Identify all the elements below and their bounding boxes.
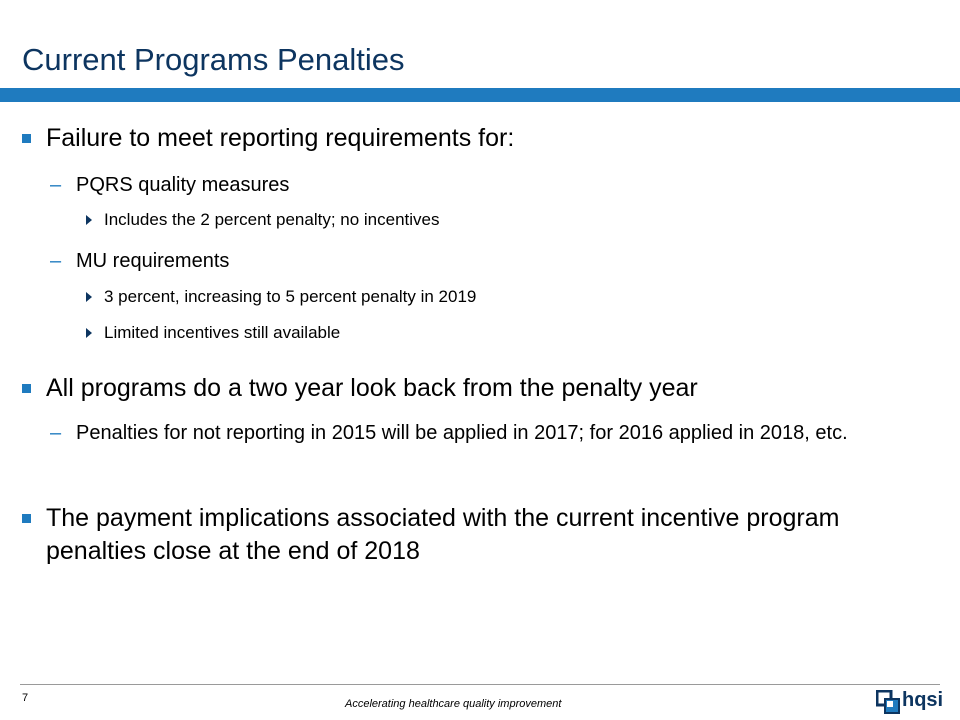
- bullet-text: Failure to meet reporting requirements for:: [46, 124, 515, 152]
- triangle-right-icon: [86, 292, 92, 302]
- sub-sub-bullet-item: [84, 321, 904, 345]
- square-bullet-icon: [22, 514, 31, 523]
- page-number: 7: [22, 692, 29, 704]
- sub-sub-bullet-item: [84, 285, 904, 309]
- sub-sub-bullet-text: 3 percent, increasing to 5 percent penalty in 2019: [104, 287, 477, 306]
- triangle-right-icon: [86, 328, 92, 338]
- sub-bullet-item: [50, 246, 900, 276]
- sub-sub-bullet-item: [84, 208, 904, 232]
- sub-bullet-text: MU requirements: [76, 250, 230, 272]
- square-bullet-icon: [22, 384, 31, 393]
- sub-bullet-text: PQRS quality measures: [76, 174, 290, 196]
- bullet-item: [22, 372, 902, 405]
- sub-sub-bullet-text: Includes the 2 percent penalty; no incentives: [104, 210, 440, 229]
- sub-bullet-text: Penalties for not reporting in 2015 will be applied in 2017; for 2016 applied in 2018, etc.: [76, 422, 848, 444]
- sub-bullet-item: [50, 418, 900, 448]
- sub-sub-bullet-text: Limited incentives still available: [104, 323, 341, 342]
- hqsi-logo: [876, 690, 946, 714]
- triangle-right-icon: [86, 215, 92, 225]
- dash-bullet-icon: –: [50, 174, 62, 196]
- dash-bullet-icon: –: [50, 422, 62, 444]
- bullet-text: All programs do a two year look back from the penalty year: [46, 374, 698, 402]
- bullet-item: [22, 122, 902, 155]
- dash-bullet-icon: –: [50, 250, 62, 272]
- slide-title: Current Programs Penalties: [22, 42, 405, 77]
- footer-tagline: Accelerating healthcare quality improvement: [345, 698, 562, 710]
- sub-bullet-item: [50, 170, 900, 200]
- logo-text: hqsi: [902, 689, 944, 711]
- bullet-item: [22, 502, 902, 568]
- hqsi-logo-icon: [876, 690, 902, 714]
- bullet-text: The payment implications associated with the current incentive program penalties close at the end of 2018: [46, 504, 840, 565]
- footer-divider: [20, 684, 940, 685]
- square-bullet-icon: [22, 134, 31, 143]
